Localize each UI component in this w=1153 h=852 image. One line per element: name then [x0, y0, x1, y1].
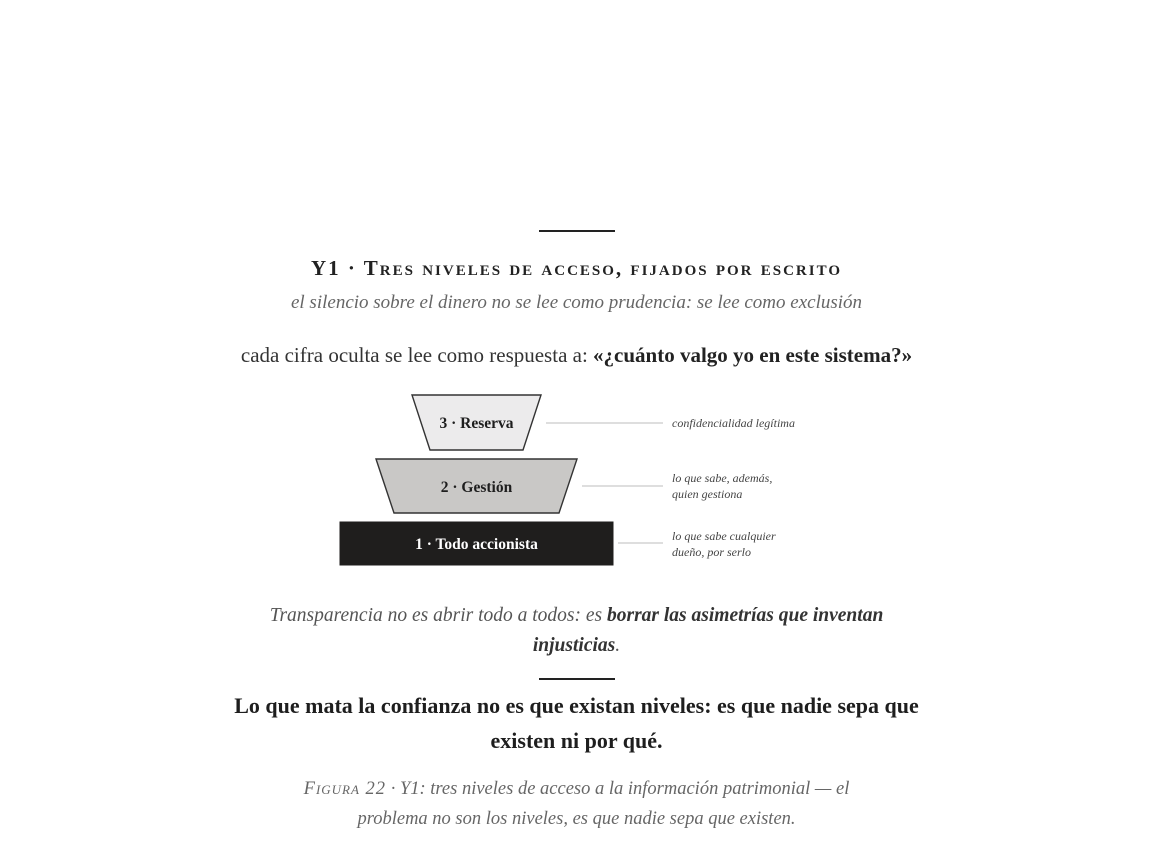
tier-1-note [672, 529, 779, 559]
takeaway-emphasis: borrar las asimetrías que inventan injusticias [532, 605, 884, 656]
figure-caption [270, 774, 883, 834]
tier-2-note [672, 471, 775, 501]
takeaway-lead: Transparencia no es abrir todo a todos: es [269, 605, 607, 626]
tier-1-note-line-1: lo que sabe cualquier [672, 529, 776, 543]
tier-2-note-line-1: lo que sabe, además, [672, 471, 773, 485]
question-lead: cada cifra oculta se lee como respuesta a: [240, 343, 594, 367]
takeaway-end: . [615, 635, 621, 656]
caption-text: · Y1: tres niveles de acceso a la información patrimonial — el problema no son los niveles, es que nadie sepa que existen. [357, 779, 850, 829]
takeaway [240, 601, 913, 661]
tier-2-label: 2 · Gestión [440, 479, 513, 496]
conclusion: Lo que mata la confianza no es que existan niveles: es que nadie sepa que existen ni por qué. [234, 693, 919, 753]
tier-2-note-line-2: quien gestiona [672, 487, 743, 501]
tier-3-note [672, 416, 795, 430]
tier-1-note-line-2: dueño, por serlo [672, 545, 751, 559]
question-emphasis: «¿cuánto valgo yo en este sistema?» [593, 343, 913, 367]
figure-subtitle: el silencio sobre el dinero no se lee como prudencia: se lee como exclusión [290, 292, 863, 313]
figure-number: Figura 22 [303, 779, 387, 799]
tier-3-label: 3 · Reserva [439, 415, 514, 432]
middle-rule [539, 678, 615, 680]
tier-3-note-line-1: confidencialidad legítima [672, 416, 795, 430]
figure-title: Y1 · Tres niveles de acceso, fijados por escrito [310, 256, 843, 280]
tier-1-label: 1 · Todo accionista [415, 536, 538, 553]
